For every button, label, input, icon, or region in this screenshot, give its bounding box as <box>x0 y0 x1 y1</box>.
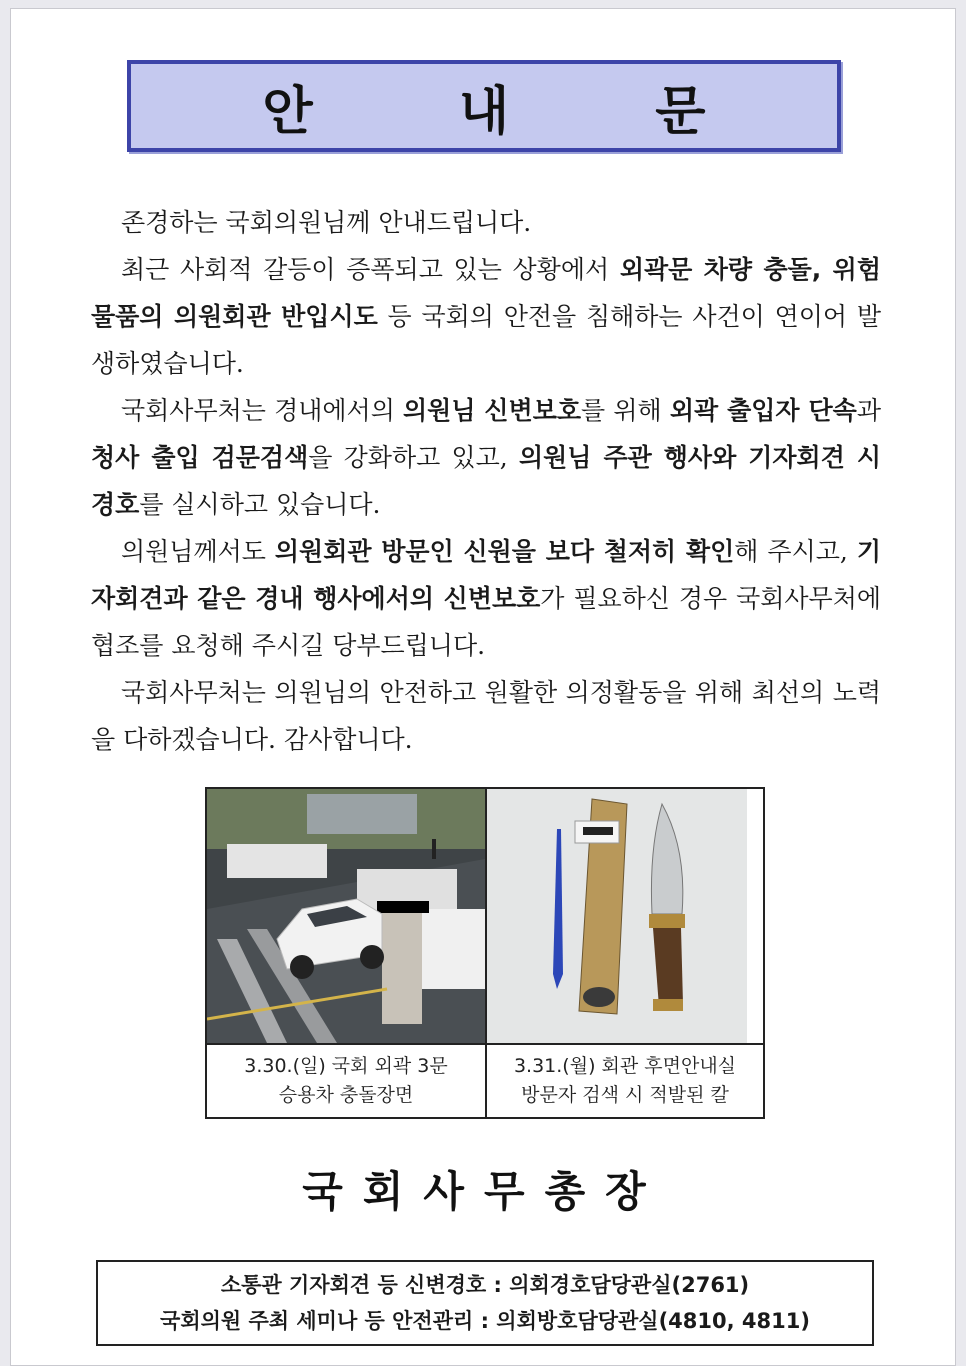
body-text-run: 을 강화하고 있고, <box>308 443 519 472</box>
emphasis-text: 의원님 주관 행사와 기자회견 시 경호 <box>91 443 882 519</box>
paragraph-greeting <box>91 199 881 246</box>
photo-column-car <box>207 789 485 1117</box>
notice-title-box <box>127 60 841 152</box>
contact-line-seminar: 국회의원 주최 세미나 등 안전관리 : 의회방호담당관실(4810, 4811) <box>160 1309 810 1333</box>
emphasis-text: 의원님 신변보호 <box>403 396 582 425</box>
body-text-run: 해 주시고, <box>734 537 857 566</box>
contact-line-press: 소통관 기자회견 등 신변경호 : 의회경호담당관실(2761) <box>220 1273 750 1297</box>
car-collision-photo <box>207 789 485 1045</box>
body-text-run: 국회사무처는 경내에서의 <box>121 396 404 425</box>
emphasis-text: 외곽 출입자 단속 <box>669 396 857 425</box>
signature: 국회사무총장 <box>302 1167 666 1216</box>
car-caption-line1: 3.30.(일) 국회 외곽 3문 <box>244 1055 448 1077</box>
paragraph-closing <box>91 669 881 763</box>
paragraph-measures <box>91 387 881 528</box>
notice-page <box>10 8 956 1366</box>
emphasis-text: 청사 출입 검문검색 <box>91 443 309 472</box>
body-text-run: 가 필요하신 경우 국회사무처에 협조를 요청해 주시길 당부드립니다. <box>91 584 881 660</box>
notice-title: 안 내 문 <box>262 81 770 142</box>
emphasis-text: 기자회견과 같은 경내 행사에서의 신변보호 <box>91 537 881 613</box>
knife-caption-line2: 방문자 검색 시 적발된 칼 <box>521 1084 729 1106</box>
paragraph-request <box>91 528 881 669</box>
body-text-run: 를 위해 <box>581 396 670 425</box>
body-text-run: 의원님께서도 <box>121 537 275 566</box>
body-text-run: 존경하는 국회의원님께 안내드립니다. <box>121 208 532 237</box>
emphasis-text: 외곽문 차량 충돌, 위험 물품의 의원회관 반입시도 <box>91 255 881 331</box>
emphasis-text: 의원회관 방문인 신원을 보다 철저히 확인 <box>274 537 735 566</box>
body-text-run: 국회사무처는 의원님의 안전하고 원활한 의정활동을 위해 최선의 노력을 다하겠습니다. 감사합니다. <box>91 678 881 754</box>
car-photo-caption <box>207 1045 485 1117</box>
photo-column-knife <box>485 789 763 1117</box>
paragraph-incidents <box>91 246 881 387</box>
knife-caption-line1: 3.31.(월) 회관 후면안내실 <box>513 1055 737 1077</box>
photo-table <box>205 787 765 1119</box>
body-text-run: 등 국회의 안전을 침해하는 사건이 연이어 발생하였습니다. <box>91 302 881 378</box>
body-text-run: 를 실시하고 있습니다. <box>139 490 381 519</box>
body-text-run: 최근 사회적 갈등이 증폭되고 있는 상황에서 <box>121 255 620 284</box>
contact-box <box>96 1260 874 1346</box>
knife-photo <box>487 789 763 1045</box>
knife-photo-caption <box>487 1045 763 1117</box>
notice-body <box>91 199 881 763</box>
body-text-run: 과 <box>856 396 881 425</box>
car-caption-line2: 승용차 충돌장면 <box>278 1084 414 1106</box>
